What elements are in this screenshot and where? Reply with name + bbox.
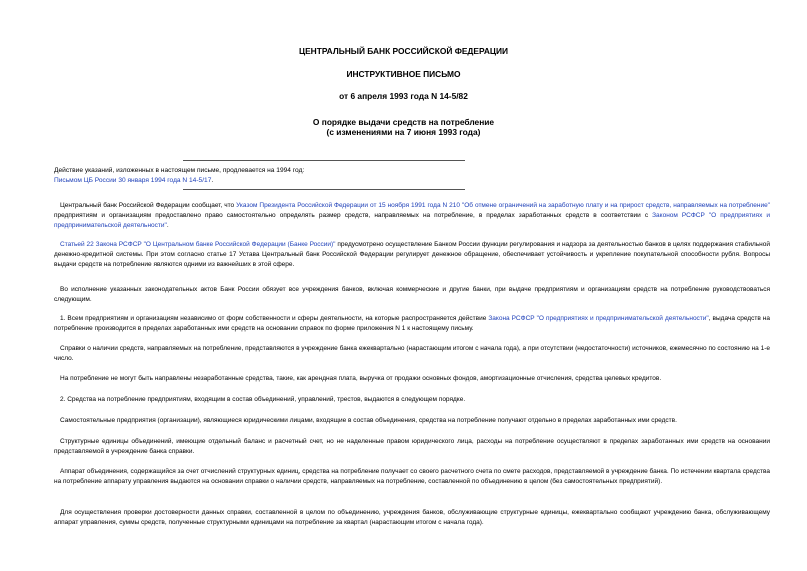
paragraph-9: Структурные единицы объединений, имеющие отдельный баланс и расчетный счет, но не наделенные правом юридического лица, расходы на потребление осуществляют в пределах заработанных ими средств на основании представляемой в учреждение банка справки. <box>54 438 770 456</box>
paragraph-8: Самостоятельные предприятия (организации), являющиеся юридическими лицами, входящие в состав объединения, средства на потребление получают отдельно в пределах заработанных ими средств. <box>60 417 677 424</box>
paragraph-5: Справки о наличии средств, направляемых на потребление, представляются в учреждение банка ежеквартально (нарастающим итогом с начала года), а при отсутствии (недостаточности) источников, ежемесячно по состоянию на 1-е число. <box>54 345 770 363</box>
title-line-2: (с изменениями на 7 июня 1993 года) <box>326 127 481 137</box>
article-22-link[interactable]: Статьей 22 Закона РСФСР "О Центральном банке Российской Федерации (Банке России)" <box>60 241 336 248</box>
title-line-1: О порядке выдачи средств на потребление <box>312 117 495 127</box>
date-number-heading: от 6 апреля 1993 года N 14-5/82 <box>339 91 468 101</box>
decree-link[interactable]: Указом Президента Российской Федерации от 15 ноября 1991 года N 210 "Об отмене ограничений на заработную плату и на прирост средств, направляемых на потребление" <box>236 202 770 209</box>
note-bottom-rule <box>183 189 465 190</box>
paragraph-4: 1. Всем предприятиям и организациям независимо от форм собственности и сферы деятельности, на которые распространяется действие Закона РСФСР "О предприятиях и предпринимательской деятельности", выдача средств на потребление производится в пределах заработанных ими средств на основании справок по форме приложения N 1 к настоящему письму. <box>54 315 770 333</box>
law-link[interactable]: Законом РСФСР "О предприятиях и предпринимательской деятельности" <box>54 212 770 230</box>
paragraph-2: Статьей 22 Закона РСФСР "О Центральном банке Российской Федерации (Банке России)" предусмотрено осуществление Банком России функции регулирования и надзора за деятельностью банков в целях поддержания стабильной денежно-кредитной системы. При этом согласно статье 17 Устава Центральный банк Российской Федерации регулирует денежное обращение, обеспечивает устойчивость и укрепление покупательной способности рубля. Вопросы выдачи средств на потребление являются одними из важнейших в этой сфере. <box>54 241 770 269</box>
paragraph-11: Для осуществления проверки достоверности данных справки, составленной в целом по объединению, учреждения банков, обслуживающие структурные единицы, ежеквартально сообщают учреждению банка, обслуживающему аппарат управления, суммы средств, полученные структурными единицами на потребление за квартал (нарастающим итогом с начала года). <box>54 509 770 527</box>
note-link[interactable]: Письмом ЦБ России 30 января 1994 года N 14-5/17 <box>54 177 212 184</box>
note-link-line: Письмом ЦБ России 30 января 1994 года N 14-5/17. <box>54 177 214 184</box>
paragraph-7: 2. Средства на потребление предприятиям, входящим в состав объединений, управлений, трестов, выдаются в следующем порядке. <box>60 396 466 403</box>
note-line: Действие указаний, изложенных в настоящем письме, продлевается на 1994 год: <box>54 167 305 174</box>
note-top-rule <box>183 160 465 161</box>
paragraph-3: Во исполнение указанных законодательных актов Банк России обязует все учреждения банков, включая коммерческие и другие банки, при выдаче предприятиям и организациям средств на потребление руководствоваться следующим. <box>54 286 770 304</box>
paragraph-6: На потребление не могут быть направлены незаработанные средства, такие, как арендная плата, выручка от продажи основных фондов, амортизационные отчисления, средства целевых кредитов. <box>60 375 662 382</box>
paragraph-10: Аппарат объединения, содержащийся за счет отчислений структурных единиц, средства на потребление получает со своего расчетного счета по смете расходов, представляемой в учреждение банка. По истечении квартала средства на потребление аппарату управления выдаются на основании справки о наличии средств, направляемых на потребление, составленной по объединению в целом (без самостоятельных предприятий). <box>54 468 770 486</box>
org-heading: ЦЕНТРАЛЬНЫЙ БАНК РОССИЙСКОЙ ФЕДЕРАЦИИ <box>298 46 509 56</box>
doc-type-heading: ИНСТРУКТИВНОЕ ПИСЬМО <box>346 69 461 79</box>
paragraph-1: Центральный банк Российской Федерации сообщает, что Указом Президента Российской Федерации от 15 ноября 1991 года N 210 "Об отмене ограничений на заработную плату и на прирост средств, направляемых на потребление" предприятиям и организациям предоставлено право самостоятельно определять размер средств, направляемых на потребление, в пределах заработанных средств в соответствии с Законом РСФСР "О предприятиях и предпринимательской деятельности". <box>54 202 770 230</box>
enterprise-law-link[interactable]: Закона РСФСР "О предприятиях и предпринимательской деятельности" <box>488 315 709 322</box>
